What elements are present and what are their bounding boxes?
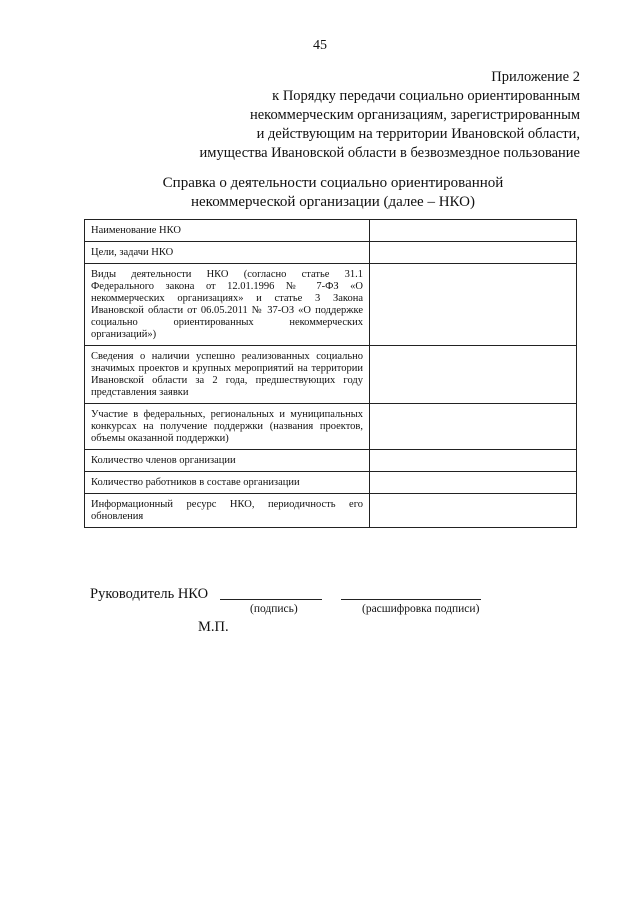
- signature-label: Руководитель НКО: [90, 586, 209, 602]
- row-value-cell[interactable]: [370, 242, 577, 264]
- table-row: [85, 220, 577, 242]
- signature-block: [90, 586, 570, 646]
- table-row: [85, 264, 577, 346]
- signature-line[interactable]: [220, 599, 322, 600]
- seal-placeholder: М.П.: [198, 619, 229, 635]
- appendix-line: имущества Ивановской области в безвозмездное пользование: [199, 145, 580, 161]
- row-label: Участие в федеральных, региональных и муниципальных конкурсах на получение поддержки (названия проектов, объемы оказанной поддержки): [85, 404, 370, 450]
- signature-decode-line[interactable]: [341, 599, 481, 600]
- row-label: Сведения о наличии успешно реализованных социально значимых проектов и крупных мероприятий на территории Ивановской области за 2 года, предшествующих году представления заявки: [85, 346, 370, 404]
- document-title-line: Справка о деятельности социально ориентированной: [162, 175, 504, 191]
- table-row: [85, 494, 577, 528]
- row-label: Информационный ресурс НКО, периодичность его обновления: [85, 494, 370, 528]
- table-row: [85, 404, 577, 450]
- row-label: Цели, задачи НКО: [85, 242, 370, 264]
- signature-caption: (подпись): [250, 603, 298, 615]
- document-title: [0, 174, 640, 212]
- row-label: Виды деятельности НКО (согласно статье 31.1 Федерального закона от 12.01.1996 № 7-ФЗ «О некоммерческих организациях» и статье 3 Закона Ивановской области от 06.05.2011 № 37-ОЗ «О поддержке социально ориентированных некоммерческих организаций»): [85, 264, 370, 346]
- row-value-cell[interactable]: [370, 472, 577, 494]
- table-row: [85, 242, 577, 264]
- page-number: 45: [313, 38, 327, 53]
- appendix-line: к Порядку передачи социально ориентированным: [272, 88, 580, 104]
- appendix-line: некоммерческим организациям, зарегистрированным: [249, 107, 580, 123]
- nko-info-table: [84, 219, 577, 528]
- appendix-header: [110, 68, 580, 163]
- row-label: Количество работников в составе организации: [85, 472, 370, 494]
- row-value-cell[interactable]: [370, 494, 577, 528]
- table-row: [85, 472, 577, 494]
- table-row: [85, 450, 577, 472]
- table-row: [85, 346, 577, 404]
- row-value-cell[interactable]: [370, 404, 577, 450]
- row-value-cell[interactable]: [370, 346, 577, 404]
- row-label: Наименование НКО: [85, 220, 370, 242]
- appendix-line: Приложение 2: [491, 69, 580, 85]
- document-title-line: некоммерческой организации (далее – НКО): [190, 194, 476, 210]
- row-value-cell[interactable]: [370, 450, 577, 472]
- signature-decode-caption: (расшифровка подписи): [362, 603, 480, 615]
- row-value-cell[interactable]: [370, 220, 577, 242]
- row-label: Количество членов организации: [85, 450, 370, 472]
- appendix-line: и действующим на территории Ивановской области,: [256, 126, 580, 142]
- row-value-cell[interactable]: [370, 264, 577, 346]
